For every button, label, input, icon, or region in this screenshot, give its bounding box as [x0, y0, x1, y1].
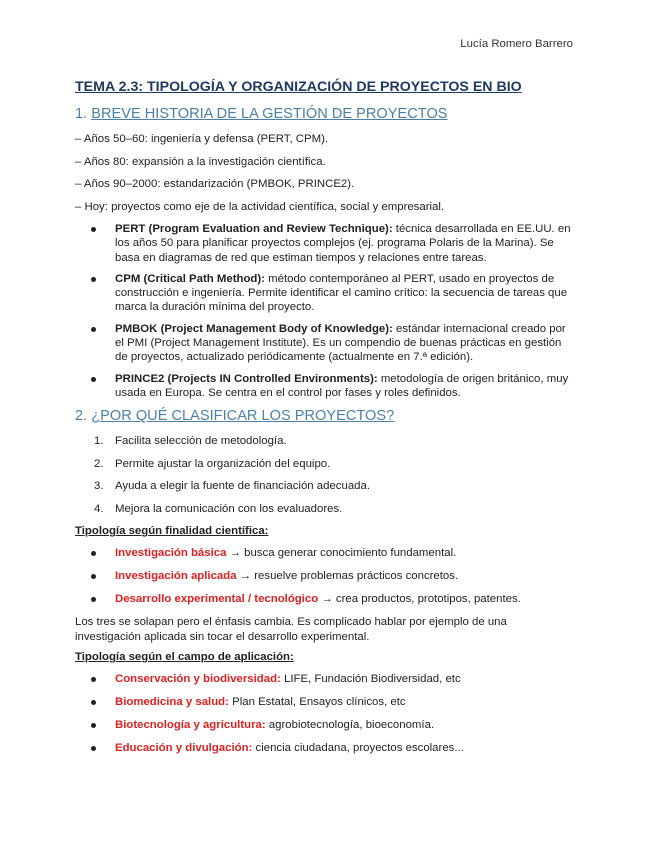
list-item: [75, 569, 575, 584]
type-term: Conservación y biodiversidad:: [115, 673, 281, 686]
finalidad-heading: Tipología según finalidad científica:: [75, 525, 269, 538]
finalidad-list: [75, 546, 575, 607]
list-item: [75, 502, 575, 517]
type-term: Desarrollo experimental / tecnológico: [115, 593, 319, 606]
campo-heading: Tipología según el campo de aplicación:: [75, 651, 294, 664]
author-name: Lucía Romero Barrero: [460, 38, 573, 50]
list-item: [75, 222, 575, 265]
history-line: – Años 90–2000: estandarización (PMBOK, PRINCE2).: [75, 178, 355, 190]
bullet-icon: [91, 677, 96, 682]
list-item: [75, 672, 575, 687]
list-number: 2.: [94, 457, 104, 470]
page-title: TEMA 2.3: TIPOLOGÍA Y ORGANIZACIÓN DE PROYECTOS EN BIO: [75, 79, 522, 95]
type-term: Investigación básica: [115, 547, 227, 560]
list-item: [75, 272, 575, 315]
bullet-icon: [91, 327, 96, 332]
section-2-title: ¿POR QUÉ CLASIFICAR LOS PROYECTOS?: [91, 408, 395, 425]
type-text: → resuelve problemas prácticos concretos.: [236, 570, 459, 583]
reasons-list: [75, 434, 575, 517]
type-text: ciencia ciudadana, proyectos escolares...: [252, 742, 464, 755]
type-text: → crea productos, prototipos, patentes.: [318, 593, 521, 606]
bullet-icon: [91, 700, 96, 705]
section-1-number: 1.: [75, 106, 92, 122]
type-text: Plan Estatal, Ensayos clínicos, etc: [228, 696, 406, 709]
type-term: Biotecnología y agricultura:: [115, 719, 266, 732]
bullet-icon: [91, 227, 96, 232]
history-line: – Años 80: expansión a la investigación científica.: [75, 155, 326, 168]
list-item: [75, 479, 575, 494]
bullet-icon: [91, 574, 96, 579]
list-item: [75, 546, 575, 561]
bullet-icon: [91, 746, 96, 751]
definition-term: CPM (Critical Path Method):: [115, 272, 265, 285]
definition-text: estándar internacional creado por el PMI (Project Management Institute). Es un compendio de buenas prácticas en gestión de proyectos, actualizado periódicamente (actualmente en 7.ª edición).: [115, 322, 566, 364]
list-number: 4.: [94, 502, 104, 515]
list-number: 1.: [94, 435, 104, 448]
finalidad-note: Los tres se solapan pero el énfasis cambia. Es complicado hablar por ejemplo de una investigación aplicada sin tocar el desarrollo experimental.: [75, 616, 507, 643]
bullet-icon: [91, 377, 96, 382]
list-item: [75, 695, 575, 710]
list-text: Permite ajustar la organización del equipo.: [115, 457, 331, 470]
definitions-list: [75, 222, 575, 400]
type-term: Biomedicina y salud:: [115, 696, 229, 709]
list-item: [75, 592, 575, 607]
list-text: Ayuda a elegir la fuente de financiación adecuada.: [115, 480, 371, 493]
type-term: Investigación aplicada: [115, 570, 237, 583]
campo-list: [75, 672, 575, 756]
bullet-icon: [91, 597, 96, 602]
list-text: Mejora la comunicación con los evaluadores.: [115, 502, 343, 515]
definition-term: PMBOK (Project Management Body of Knowledge):: [115, 322, 393, 335]
section-2-number: 2.: [75, 408, 92, 425]
type-term: Educación y divulgación:: [115, 742, 253, 755]
history-line: – Años 50–60: ingeniería y defensa (PERT, CPM).: [75, 133, 329, 145]
type-text: LIFE, Fundación Biodiversidad, etc: [280, 673, 461, 686]
section-1-heading: [75, 105, 575, 124]
list-item: [75, 718, 575, 733]
list-number: 3.: [94, 480, 104, 493]
list-item: [75, 457, 575, 472]
type-text: → busca generar conocimiento fundamental.: [226, 547, 457, 560]
definition-term: PRINCE2 (Projects IN Controlled Environments):: [115, 372, 378, 385]
list-item: [75, 372, 575, 401]
definition-text: técnica desarrollada en EE.UU. en los años 50 para planificar proyectos complejos (ej. programa Polaris de la Marina). Se basa en diagramas de red que estiman tiempos y relaciones entre tareas.: [115, 223, 571, 264]
list-item: [75, 741, 575, 756]
section-2-heading: [75, 407, 575, 426]
definition-text: metodología de origen británico, muy usada en Europa. Se centra en el control por fases y roles definidos.: [115, 372, 569, 399]
list-item: [75, 434, 575, 449]
type-text: agrobiotecnología, bioeconomía.: [265, 719, 435, 732]
history-line: – Hoy: proyectos como eje de la actividad científica, social y empresarial.: [75, 200, 445, 213]
list-item: [75, 322, 575, 365]
bullet-icon: [91, 551, 96, 556]
bullet-icon: [91, 277, 96, 282]
list-text: Facilita selección de metodología.: [115, 435, 287, 448]
document-body: [75, 78, 575, 764]
definition-term: PERT (Program Evaluation and Review Technique):: [115, 223, 393, 235]
bullet-icon: [91, 723, 96, 728]
definition-text: método contemporáneo al PERT, usado en proyectos de construcción e ingeniería. Permite identificar el camino crítico: la secuencia de tareas que marca la duración mínima del proyecto.: [115, 272, 568, 314]
section-1-title: BREVE HISTORIA DE LA GESTIÓN DE PROYECTOS: [91, 106, 448, 122]
